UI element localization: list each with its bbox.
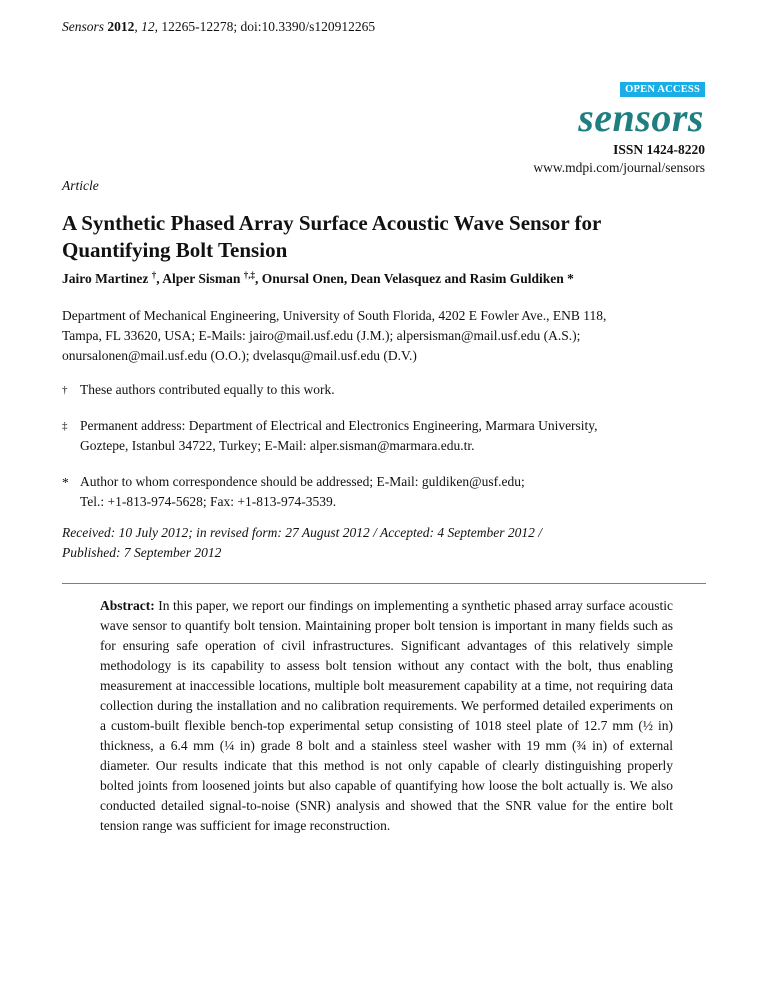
journal-name: Sensors: [62, 19, 105, 34]
publication-year: 2012: [107, 19, 135, 34]
author-separator: and: [441, 271, 470, 286]
author-name: Onursal Onen: [261, 271, 344, 286]
author-name: Alper Sisman: [162, 271, 241, 286]
title-line-1: A Synthetic Phased Array Surface Acoustic Wave Sensor for: [62, 211, 602, 235]
publication-dates: [62, 523, 722, 563]
affiliation-line: Tampa, FL 33620, USA; E-Mails: jairo@mail.usf.edu (J.M.); alpersisman@mail.usf.edu (A.S.);: [62, 328, 581, 343]
author-footnote-mark: †,‡: [243, 270, 256, 280]
author-name: Dean Velasquez: [350, 271, 442, 286]
footnote-text: Permanent address: Department of Electrical and Electronics Engineering, Marmara University,: [80, 418, 598, 433]
article-type-label: Article: [62, 178, 99, 193]
abstract: [100, 596, 673, 836]
footnote-permanent-address: [62, 416, 722, 456]
section-divider: [62, 583, 706, 584]
corresponding-author-mark: *: [563, 271, 574, 286]
author-list: [62, 270, 574, 287]
footnote-text: Goztepe, Istanbul 34722, Turkey; E-Mail: alper.sisman@marmara.edu.tr.: [80, 438, 475, 453]
author-name: Jairo Martinez: [62, 271, 149, 286]
asterisk-mark: *: [62, 475, 69, 490]
affiliation-line: Department of Mechanical Engineering, University of South Florida, 4202 E Fowler Ave., ENB 118,: [62, 308, 607, 323]
author-separator: ,: [343, 271, 351, 286]
paper-title: [62, 210, 722, 264]
author-separator: ,: [156, 271, 163, 286]
dagger-mark: †: [62, 384, 68, 396]
dates-line: Received: 10 July 2012; in revised form: 27 August 2012 / Accepted: 4 September 2012 /: [62, 525, 542, 540]
citation-line: Sensors 2012, 12, 12265-12278; doi:10.3390/s120912265: [62, 19, 376, 34]
author-footnote-mark: †: [151, 270, 157, 280]
volume-number: 12: [141, 19, 155, 34]
journal-url-link[interactable]: www.mdpi.com/journal/sensors: [533, 160, 705, 175]
footnote-text: These authors contributed equally to this work.: [80, 382, 335, 397]
title-line-2: Quantifying Bolt Tension: [62, 238, 288, 262]
affiliation-line: onursalonen@mail.usf.edu (O.O.); dvelasqu@mail.usf.edu (D.V.): [62, 348, 417, 363]
footnote-text: Tel.: +1-813-974-5628; Fax: +1-813-974-3539.: [80, 494, 337, 509]
dates-line: Published: 7 September 2012: [62, 545, 222, 560]
double-dagger-mark: ‡: [62, 420, 68, 432]
journal-logo: sensors: [578, 95, 704, 140]
author-separator: ,: [255, 271, 262, 286]
footnote-equal-contribution: [62, 380, 722, 400]
abstract-text: In this paper, we report our findings on implementing a synthetic phased array surface acoustic wave sensor to quantify bolt tension. Maintaining proper bolt tension is important in many fields such as for ensuring safe operation of civil infrastructures. Significant advantages of this relatively simple methodology is its capability to assess bolt tension without any contact with the bolt, thus enabling measurement at inaccessible locations, multiple bolt measurement capability at a time, not requiring data collection during the installation and no calibration requirements. We performed detailed experiments on a custom-built flexible bench-top experimental setup consisting of 1018 steel plate of 12.7 mm (½ in) thickness, a 6.4 mm (¼ in) grade 8 bolt and a stainless steel washer with 19 mm (¾ in) of external diameter. Our results indicate that this method is not only capable of clearly distinguishing properly bolted joints from loosened joints but also capable of quantifying how loose the bolt actually is. We also conducted detailed signal-to-noise (SNR) analysis and showed that the SNR value for the entire bolt tension range was sufficient for image reconstruction.: [100, 598, 673, 833]
footnote-correspondence: [62, 472, 722, 512]
open-access-badge: OPEN ACCESS: [620, 82, 705, 97]
issn: ISSN 1424-8220: [613, 142, 705, 157]
pages-doi: , 12265-12278; doi:10.3390/s120912265: [154, 19, 376, 34]
affiliation: [62, 306, 722, 366]
author-name: Rasim Guldiken: [469, 271, 564, 286]
abstract-label: Abstract:: [100, 598, 155, 613]
footnote-text: Author to whom correspondence should be addressed; E-Mail: guldiken@usf.edu;: [80, 474, 525, 489]
